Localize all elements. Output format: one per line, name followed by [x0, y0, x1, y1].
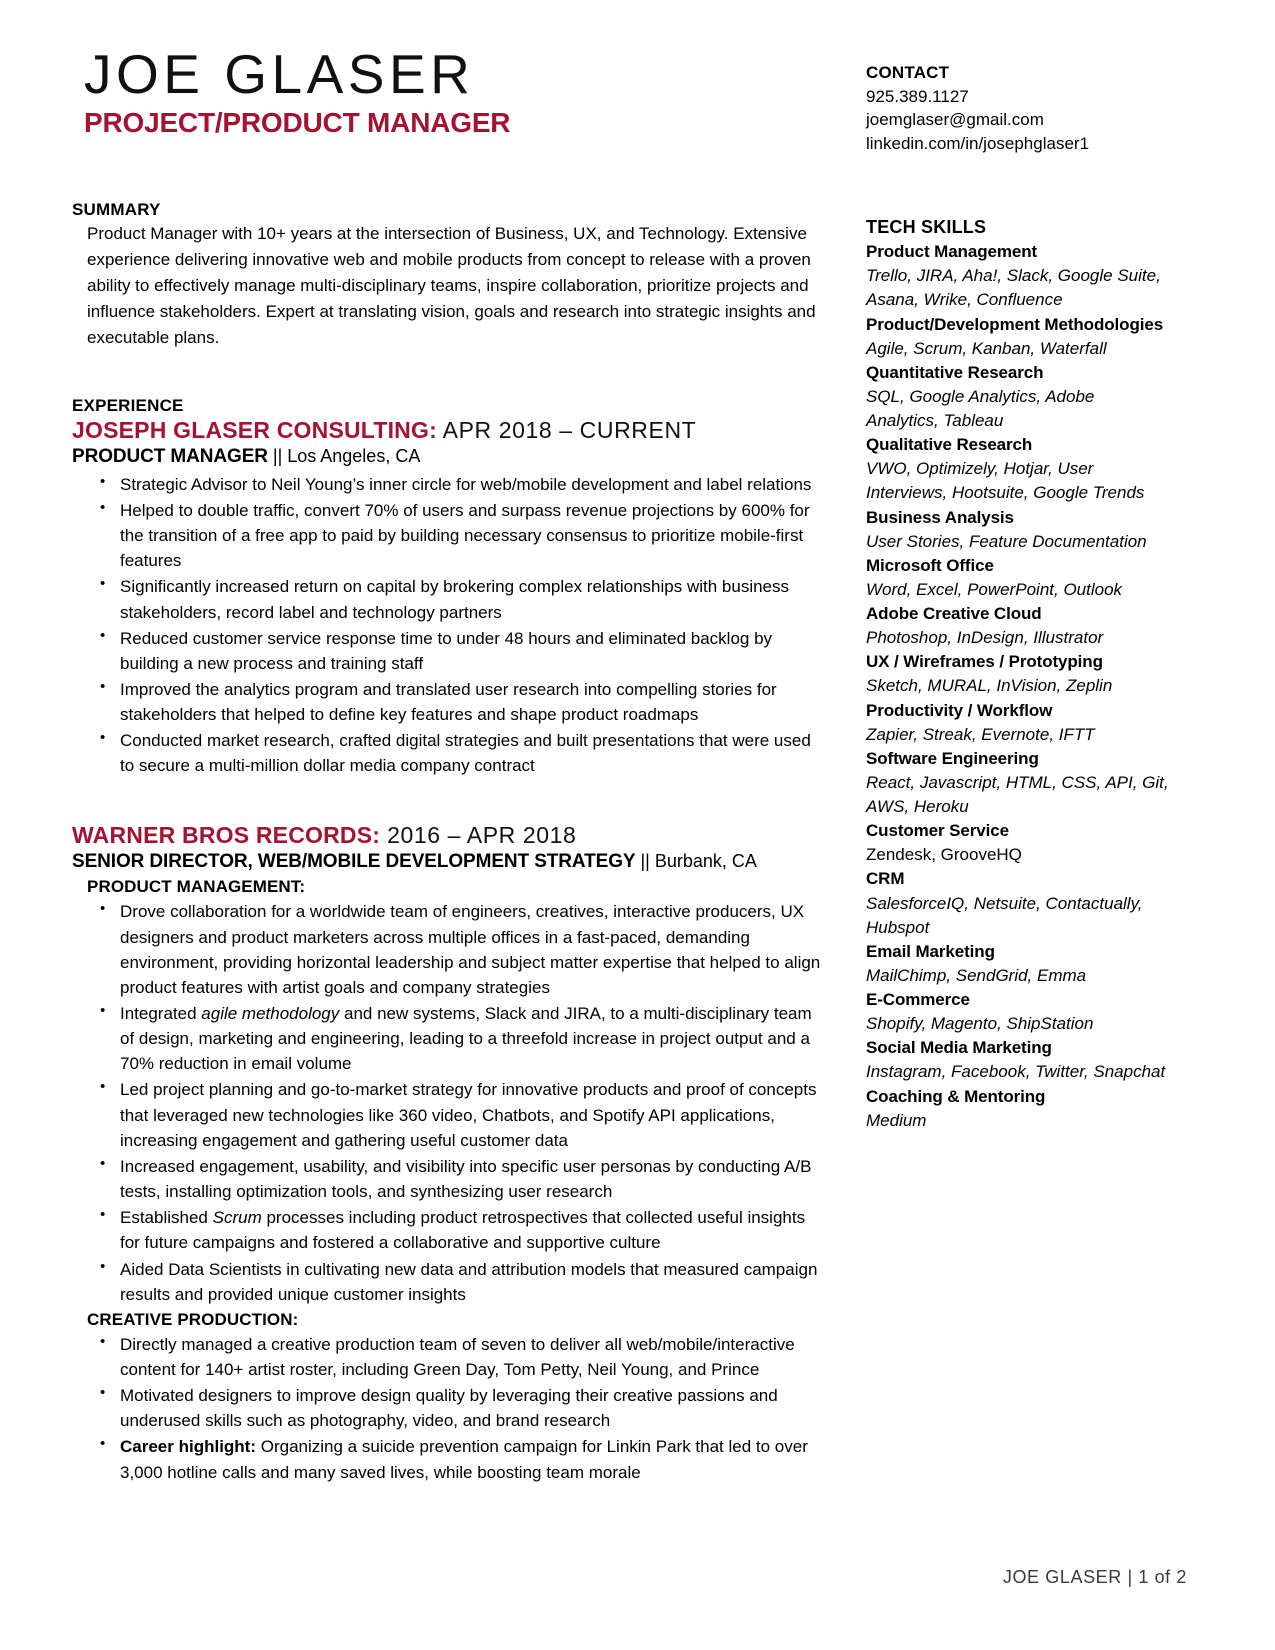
skill-category-items: SQL, Google Analytics, Adobe Analytics, Tableau — [866, 386, 1095, 431]
skill-category-items: Zendesk, GrooveHQ — [866, 845, 1022, 865]
skill-category-name: Coaching & Mentoring — [866, 1086, 1046, 1106]
job-title: PRODUCT MANAGER — [72, 446, 268, 468]
tech-skills-heading: TECH SKILLS — [866, 217, 987, 237]
skill-category-items: Photoshop, InDesign, Illustrator — [866, 628, 1104, 648]
bullet-item: • Significantly increased return on capital by brokering complex relationships with business stakeholders, record label and technology partners — [72, 574, 824, 624]
skill-category-name: Software Engineering — [866, 748, 1039, 768]
job-bullets — [72, 899, 824, 1307]
bullet-item — [72, 1001, 824, 1076]
skill-category-items: Shopify, Magento, ShipStation — [866, 1014, 1094, 1034]
job-location: || Los Angeles, CA — [267, 446, 421, 467]
job-location: || Burbank, CA — [635, 850, 757, 871]
job-bullets — [72, 472, 824, 779]
bullet-item — [72, 899, 824, 1000]
bullet-text-run: Established — [120, 1208, 213, 1228]
skill-category-items: User Stories, Feature Documentation — [866, 531, 1147, 551]
skill-category-items: Zapier, Streak, Evernote, IFTT — [866, 724, 1095, 744]
skill-category-items: VWO, Optimizely, Hotjar, User Interviews, Hootsuite, Google Trends — [866, 459, 1145, 503]
bullet-text-run: Scrum — [212, 1208, 262, 1228]
bullet-item — [72, 1383, 824, 1433]
page-footer: JOE GLASER | 1 of 2 — [1002, 1567, 1187, 1587]
bullet-text-run: Motivated designers to improve design quality by leveraging their creative passions and underused skills such as photography, video, and brand research — [120, 1386, 778, 1431]
contact-phone: 925.389.1127 — [866, 86, 969, 106]
bullet-text-run: Integrated — [120, 1003, 202, 1023]
skill-category-name: Microsoft Office — [866, 555, 994, 575]
tech-skills-list — [866, 240, 1171, 1133]
main-column — [72, 200, 824, 1486]
experience-entry — [72, 821, 824, 1485]
job-title-line — [72, 850, 824, 875]
experience-list — [72, 416, 824, 1485]
bullet-item: • Conducted market research, crafted digital strategies and built presentations that were used to secure a multi-million dollar media company contract — [72, 728, 824, 778]
skill-category-name: Qualitative Research — [866, 435, 1033, 455]
bullet-item: • Improved the analytics program and translated user research into compelling stories for stakeholders that helped to define key features and shape product roadmaps — [72, 677, 824, 727]
bullet-item — [72, 1332, 824, 1382]
bullet-text-run: Organizing a suicide prevention campaign for Linkin Park that led to over 3,000 hotline calls and many saved lives, while boosting team morale — [120, 1437, 808, 1482]
resume-header — [84, 43, 784, 139]
skill-category-name: E-Commerce — [866, 990, 970, 1010]
bullet-item: • Strategic Advisor to Neil Young’s inner circle for web/mobile development and label relations — [72, 472, 824, 497]
bullet-item — [72, 1154, 824, 1204]
tech-skills-block — [866, 215, 1171, 1133]
experience-heading: EXPERIENCE — [72, 396, 184, 415]
bullet-text-run: Directly managed a creative production team of seven to deliver all web/mobile/interactive content for 140+ artist roster, including Green Day, Tom Petty, Neil Young, and Prince — [120, 1334, 795, 1379]
skill-category-items: SalesforceIQ, Netsuite, Contactually, Hubspot — [866, 893, 1143, 937]
contact-email[interactable]: joemglaser@gmail.com — [866, 110, 1044, 130]
skill-category-name: Customer Service — [866, 821, 1009, 841]
skill-category-items: React, Javascript, HTML, CSS, API, Git, AWS, Heroku — [866, 772, 1169, 817]
job-company-line — [72, 416, 824, 444]
skill-category-items: Medium — [866, 1110, 927, 1130]
bullet-text-run: and new systems, Slack and JIRA, to a multi-disciplinary team of design, marketing and engineering, leading to a threefold increase in project output and a 70% reduction in email volume — [120, 1003, 812, 1074]
skill-category-items: Trello, JIRA, Aha!, Slack, Google Suite, Asana, Wrike, Confluence — [866, 266, 1161, 310]
skill-category-name: Business Analysis — [866, 507, 1014, 527]
candidate-title: PROJECT/PRODUCT MANAGER — [84, 107, 511, 139]
job-subsection-heading: PRODUCT MANAGEMENT: — [87, 877, 306, 897]
bullet-item — [72, 1205, 824, 1255]
skill-category-name: Quantitative Research — [866, 362, 1044, 382]
skill-category-name: Productivity / Workflow — [866, 700, 1053, 720]
contact-heading: CONTACT — [866, 63, 950, 82]
job-company-line — [72, 821, 824, 849]
skill-category-name: CRM — [866, 869, 905, 889]
skill-category-name: Email Marketing — [866, 941, 995, 961]
job-company: WARNER BROS RECORDS: — [72, 821, 381, 848]
job-bullets — [72, 1332, 824, 1485]
job-dates: 2016 – APR 2018 — [380, 821, 577, 848]
bullet-item — [72, 1257, 824, 1307]
summary-text: Product Manager with 10+ years at the intersection of Business, UX, and Technology. Extensive experience delivering innovative web and mobile products from concept to release with a proven ability to effectively manage multi-disciplinary teams, inspire collaboration, prioritize projects and influence stakeholders. Expert at translating vision, goals and research into strategic insights and executable plans. — [87, 224, 816, 347]
job-title-line — [72, 445, 824, 470]
bullet-text-run: Drove collaboration for a worldwide team of engineers, creatives, interactive producers, UX designers and product marketers across multiple offices in a fast-paced, demanding environment, providing horizontal leadership and subject matter expertise that helped to align product features with artist goals and company strategies — [120, 902, 821, 997]
job-subsection-heading: CREATIVE PRODUCTION: — [87, 1309, 299, 1329]
bullet-text-run: Increased engagement, usability, and visibility into specific user personas by conducting A/B tests, installing optimization tools, and synthesizing user research — [120, 1156, 812, 1202]
bullet-item: • Helped to double traffic, convert 70% of users and surpass revenue projections by 600% for the transition of a free app to paid by building necessary consensus to prioritize mobile-first features — [72, 498, 824, 573]
skill-category-items: Sketch, MURAL, InVision, Zeplin — [866, 676, 1113, 696]
skill-category-items: Agile, Scrum, Kanban, Waterfall — [866, 338, 1107, 358]
skill-category-name: Adobe Creative Cloud — [866, 604, 1042, 624]
bullet-text-run: agile methodology — [201, 1003, 340, 1023]
bullet-text-run: Led project planning and go-to-market strategy for innovative products and proof of concepts that leveraged new technologies like 360 video, Chatbots, and Spotify API applications, increasing engagement and gathering useful customer data — [120, 1080, 817, 1150]
skill-category-name: Product/Development Methodologies — [866, 314, 1164, 334]
bullet-item — [72, 1434, 824, 1484]
skill-category-name: Product Management — [866, 242, 1038, 262]
skill-category-items: Instagram, Facebook, Twitter, Snapchat — [866, 1062, 1166, 1082]
bullet-item: • Reduced customer service response time to under 48 hours and eliminated backlog by building a new process and training staff — [72, 626, 824, 676]
bullet-text-run: processes including product retrospectives that collected useful insights for future campaigns and fostered a collaborative and supportive culture — [120, 1208, 806, 1253]
job-company: JOSEPH GLASER CONSULTING: — [72, 417, 437, 443]
summary-heading: SUMMARY — [72, 200, 161, 219]
candidate-name: JOE GLASER — [84, 43, 475, 105]
skill-category-items: Word, Excel, PowerPoint, Outlook — [866, 579, 1123, 599]
job-dates: APR 2018 – CURRENT — [436, 417, 697, 443]
skill-category-name: Social Media Marketing — [866, 1038, 1052, 1058]
bullet-item — [72, 1077, 824, 1152]
skill-category-items: MailChimp, SendGrid, Emma — [866, 965, 1087, 985]
bullet-text-run: Career highlight: — [120, 1437, 257, 1457]
contact-block — [866, 62, 1206, 155]
bullet-text-run: Aided Data Scientists in cultivating new data and attribution models that measured campaign results and provided unique customer insights — [120, 1259, 818, 1304]
contact-linkedin[interactable]: linkedin.com/in/josephglaser1 — [866, 133, 1090, 153]
experience-entry — [72, 416, 824, 779]
skill-category-name: UX / Wireframes / Prototyping — [866, 652, 1103, 672]
job-title: SENIOR DIRECTOR, WEB/MOBILE DEVELOPMENT STRATEGY — [72, 850, 636, 872]
